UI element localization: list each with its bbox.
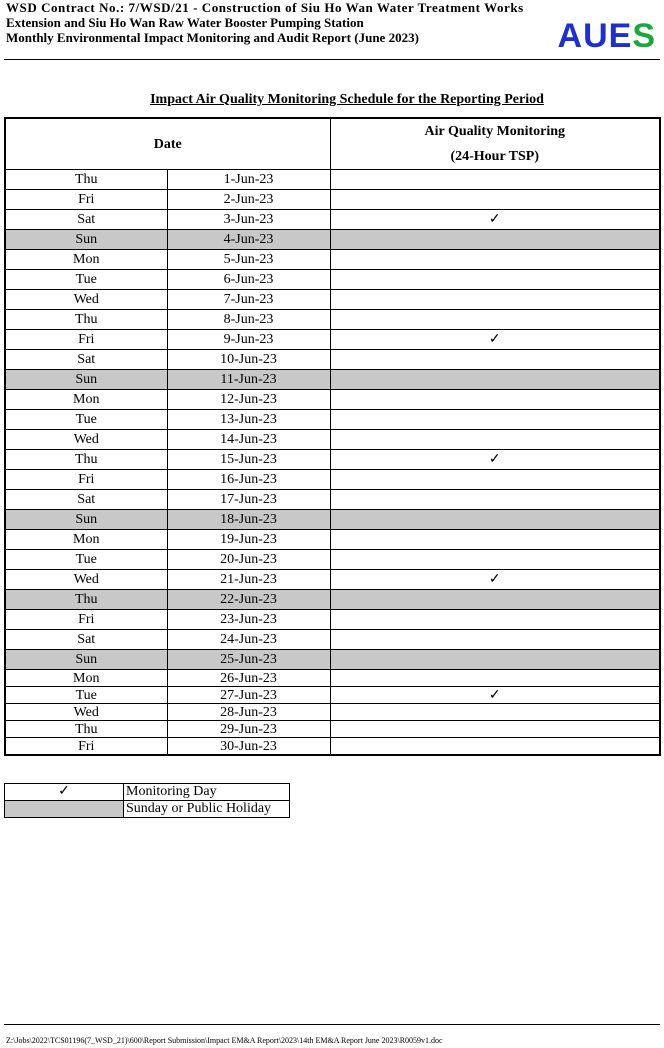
schedule-row <box>5 370 660 390</box>
schedule-row <box>5 590 660 610</box>
monitoring-cell <box>330 290 660 310</box>
schedule-row <box>5 390 660 410</box>
day-cell: Sun <box>5 370 167 390</box>
day-cell: Mon <box>5 390 167 410</box>
day-cell: Fri <box>5 610 167 630</box>
monitoring-cell <box>330 390 660 410</box>
monitoring-cell <box>330 250 660 270</box>
schedule-row <box>5 290 660 310</box>
date-cell: 20-Jun-23 <box>167 550 330 570</box>
date-cell: 14-Jun-23 <box>167 430 330 450</box>
schedule-row <box>5 410 660 430</box>
date-cell: 29-Jun-23 <box>167 721 330 738</box>
day-cell: Fri <box>5 190 167 210</box>
schedule-row <box>5 330 660 350</box>
day-cell: Sun <box>5 650 167 670</box>
schedule-row <box>5 687 660 704</box>
monitoring-cell <box>330 490 660 510</box>
day-cell: Thu <box>5 310 167 330</box>
date-cell: 2-Jun-23 <box>167 190 330 210</box>
day-cell: Sat <box>5 490 167 510</box>
schedule-row <box>5 704 660 721</box>
monitoring-cell <box>330 704 660 721</box>
monitoring-cell <box>330 230 660 250</box>
day-cell: Mon <box>5 670 167 687</box>
schedule-row <box>5 490 660 510</box>
monitoring-cell <box>330 530 660 550</box>
monitoring-check-icon: ✓ <box>330 570 660 590</box>
monitoring-cell <box>330 610 660 630</box>
schedule-row <box>5 310 660 330</box>
day-cell: Fri <box>5 738 167 756</box>
footer-rule <box>4 1024 660 1025</box>
schedule-row <box>5 430 660 450</box>
day-cell: Sat <box>5 210 167 230</box>
date-cell: 9-Jun-23 <box>167 330 330 350</box>
aues-logo <box>558 18 656 54</box>
monitoring-check-icon: ✓ <box>330 687 660 704</box>
header-line-project: Extension and Siu Ho Wan Raw Water Booster Pumping Station <box>6 15 364 30</box>
date-cell: 22-Jun-23 <box>167 590 330 610</box>
day-cell: Wed <box>5 570 167 590</box>
legend-row-monitoring <box>5 784 290 801</box>
schedule-row <box>5 270 660 290</box>
monitoring-header-line1: Air Quality Monitoring <box>424 124 566 139</box>
monitoring-cell <box>330 510 660 530</box>
date-cell: 25-Jun-23 <box>167 650 330 670</box>
day-cell: Mon <box>5 530 167 550</box>
day-cell: Sun <box>5 510 167 530</box>
schedule-row <box>5 170 660 190</box>
monitoring-cell <box>330 410 660 430</box>
day-cell: Tue <box>5 550 167 570</box>
date-cell: 16-Jun-23 <box>167 470 330 490</box>
schedule-row <box>5 610 660 630</box>
schedule-row <box>5 670 660 687</box>
file-path-footer: Z:\Jobs\2022\TCS01196(7_WSD_21)\600\Report Submission\Impact EM&A Report\2023\14th EM&A Report June 2023\R0059v1.doc <box>6 1036 443 1045</box>
day-cell: Wed <box>5 704 167 721</box>
monitoring-cell <box>330 170 660 190</box>
date-cell: 19-Jun-23 <box>167 530 330 550</box>
schedule-body <box>5 170 660 756</box>
schedule-row <box>5 230 660 250</box>
date-cell: 7-Jun-23 <box>167 290 330 310</box>
date-cell: 24-Jun-23 <box>167 630 330 650</box>
day-cell: Thu <box>5 721 167 738</box>
legend-monitoring-label: Monitoring Day <box>124 784 290 801</box>
date-cell: 28-Jun-23 <box>167 704 330 721</box>
monitoring-cell <box>330 370 660 390</box>
date-cell: 10-Jun-23 <box>167 350 330 370</box>
logo-text-aue: AUE <box>557 17 633 55</box>
monitoring-cell <box>330 721 660 738</box>
schedule-row <box>5 630 660 650</box>
day-cell: Sat <box>5 350 167 370</box>
date-cell: 5-Jun-23 <box>167 250 330 270</box>
schedule-table <box>4 117 661 756</box>
monitoring-cell <box>330 470 660 490</box>
monitoring-header-line2: (24-Hour TSP) <box>450 149 540 164</box>
date-cell: 21-Jun-23 <box>167 570 330 590</box>
day-cell: Tue <box>5 270 167 290</box>
day-cell: Fri <box>5 330 167 350</box>
date-cell: 13-Jun-23 <box>167 410 330 430</box>
date-cell: 4-Jun-23 <box>167 230 330 250</box>
day-cell: Tue <box>5 410 167 430</box>
schedule-row <box>5 570 660 590</box>
schedule-header-row <box>5 118 660 170</box>
day-cell: Mon <box>5 250 167 270</box>
date-cell: 8-Jun-23 <box>167 310 330 330</box>
day-cell: Thu <box>5 450 167 470</box>
schedule-row <box>5 210 660 230</box>
legend-shade-swatch <box>5 801 124 818</box>
monitoring-cell <box>330 630 660 650</box>
date-cell: 26-Jun-23 <box>167 670 330 687</box>
schedule-row <box>5 450 660 470</box>
monitoring-cell <box>330 738 660 756</box>
day-cell: Tue <box>5 687 167 704</box>
monitoring-check-icon: ✓ <box>330 330 660 350</box>
monitoring-cell <box>330 550 660 570</box>
date-cell: 1-Jun-23 <box>167 170 330 190</box>
day-cell: Sun <box>5 230 167 250</box>
header-rule <box>4 59 660 60</box>
monitoring-cell <box>330 650 660 670</box>
date-cell: 23-Jun-23 <box>167 610 330 630</box>
logo-text-s: S <box>632 17 656 55</box>
date-cell: 11-Jun-23 <box>167 370 330 390</box>
legend-holiday-label: Sunday or Public Holiday <box>124 801 290 818</box>
schedule-row <box>5 530 660 550</box>
schedule-row <box>5 721 660 738</box>
date-cell: 17-Jun-23 <box>167 490 330 510</box>
header-line-report: Monthly Environmental Impact Monitoring and Audit Report (June 2023) <box>6 30 419 45</box>
schedule-row <box>5 738 660 756</box>
monitoring-cell <box>330 310 660 330</box>
date-cell: 6-Jun-23 <box>167 270 330 290</box>
monitoring-cell <box>330 430 660 450</box>
date-cell: 30-Jun-23 <box>167 738 330 756</box>
monitoring-check-icon: ✓ <box>330 210 660 230</box>
date-cell: 15-Jun-23 <box>167 450 330 470</box>
day-cell: Sat <box>5 630 167 650</box>
schedule-title: Impact Air Quality Monitoring Schedule for the Reporting Period <box>150 92 544 107</box>
date-column-header: Date <box>5 118 330 170</box>
date-cell: 12-Jun-23 <box>167 390 330 410</box>
schedule-row <box>5 650 660 670</box>
legend-row-holiday <box>5 801 290 818</box>
monitoring-column-header <box>330 118 660 170</box>
monitoring-cell <box>330 350 660 370</box>
schedule-row <box>5 250 660 270</box>
day-cell: Thu <box>5 170 167 190</box>
monitoring-cell <box>330 670 660 687</box>
day-cell: Thu <box>5 590 167 610</box>
day-cell: Wed <box>5 430 167 450</box>
schedule-row <box>5 470 660 490</box>
date-cell: 3-Jun-23 <box>167 210 330 230</box>
schedule-row <box>5 550 660 570</box>
monitoring-check-icon: ✓ <box>330 450 660 470</box>
day-cell: Wed <box>5 290 167 310</box>
schedule-row <box>5 190 660 210</box>
monitoring-cell <box>330 270 660 290</box>
monitoring-cell <box>330 190 660 210</box>
date-cell: 18-Jun-23 <box>167 510 330 530</box>
schedule-row <box>5 510 660 530</box>
schedule-row <box>5 350 660 370</box>
day-cell: Fri <box>5 470 167 490</box>
header-line-contract: WSD Contract No.: 7/WSD/21 - Construction of Siu Ho Wan Water Treatment Works <box>6 0 524 15</box>
legend-table <box>4 783 290 818</box>
monitoring-cell <box>330 590 660 610</box>
date-cell: 27-Jun-23 <box>167 687 330 704</box>
legend-check-icon: ✓ <box>5 784 124 801</box>
